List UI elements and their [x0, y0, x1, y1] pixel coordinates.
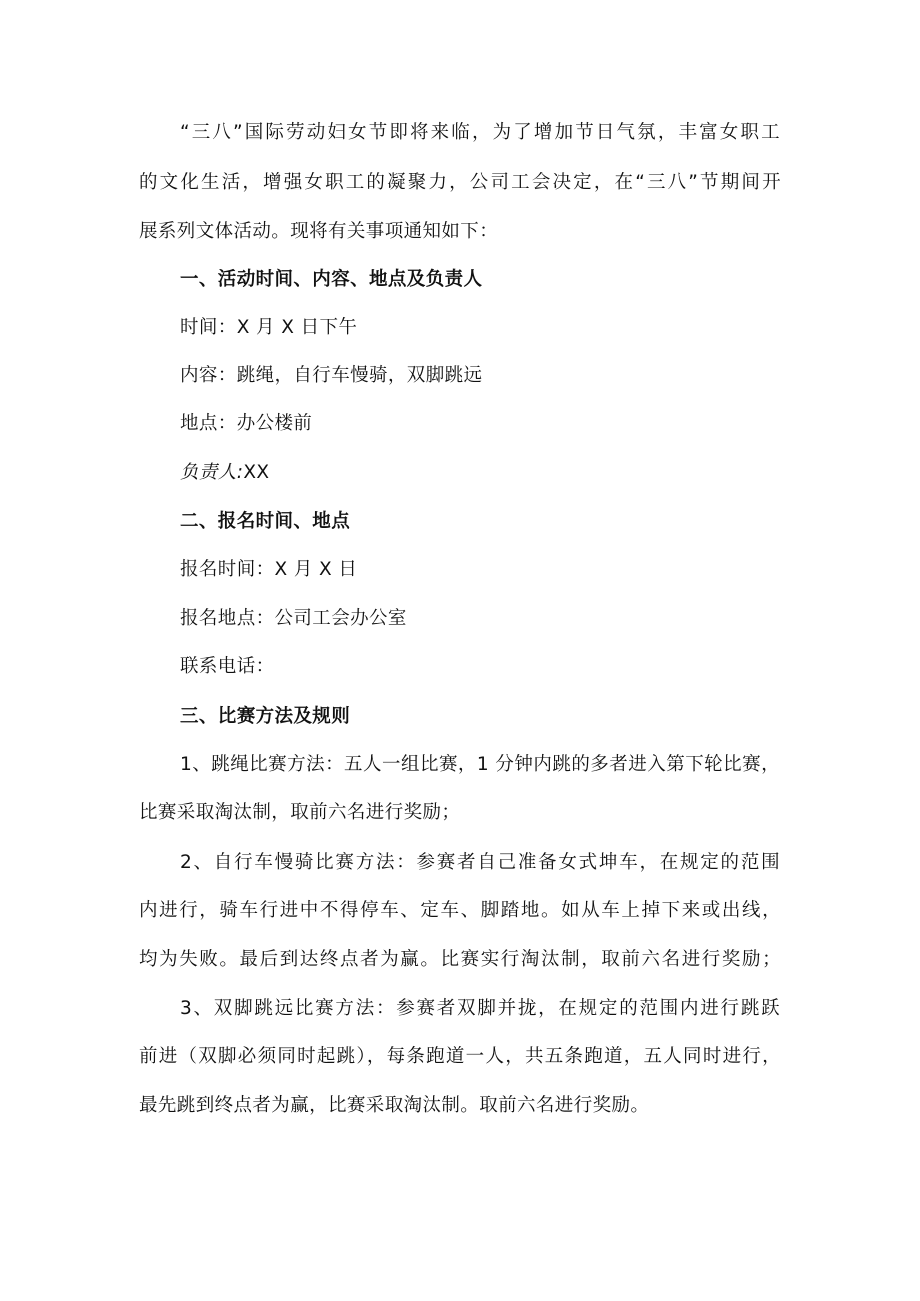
section-2-heading: 二、报名时间、地点 [180, 511, 351, 532]
intro-line-3: 展系列文体活动。现将有关事项通知如下： [139, 221, 499, 242]
rule-3-line-2: 前进（双脚必须同时起跳），每条跑道一人，共五条跑道，五人同时进行， [139, 1046, 781, 1067]
owner-label: 负责人: [180, 462, 244, 483]
section-1-heading: 一、活动时间、内容、地点及负责人 [180, 269, 483, 290]
activity-time: 时间：X 月 X 日下午 [180, 317, 358, 338]
signup-time: 报名时间：X 月 X 日 [180, 559, 358, 580]
intro-line-2: 的文化生活，增强女职工的凝聚力，公司工会决定，在“三八”节期间开 [139, 172, 781, 193]
intro-line-1: “三八”国际劳动妇女节即将来临，为了增加节日气氛，丰富女职工 [180, 122, 780, 143]
rule-1-line-1: 1、跳绳比赛方法：五人一组比赛，1 分钟内跳的多者进入第下轮比赛， [180, 754, 780, 775]
signup-place: 报名地点：公司工会办公室 [180, 608, 407, 629]
rule-2-line-1: 2、自行车慢骑比赛方法：参赛者自己准备女式坤车，在规定的范围 [180, 852, 780, 873]
activity-content: 内容：跳绳，自行车慢骑，双脚跳远 [180, 365, 483, 386]
activity-place: 地点：办公楼前 [180, 413, 313, 434]
rule-3-line-3: 最先跳到终点者为赢，比赛采取淘汰制。取前六名进行奖励。 [139, 1095, 650, 1116]
rule-2-line-2: 内进行，骑车行进中不得停车、定车、脚踏地。如从车上掉下来或出线， [139, 900, 781, 921]
activity-owner [180, 461, 270, 485]
rule-3-line-1: 3、双脚跳远比赛方法：参赛者双脚并拢，在规定的范围内进行跳跃 [180, 998, 780, 1019]
section-3-heading: 三、比赛方法及规则 [180, 706, 351, 727]
rule-1-line-2: 比赛采取淘汰制，取前六名进行奖励； [139, 802, 461, 823]
contact-phone: 联系电话： [180, 656, 275, 677]
rule-2-line-3: 均为失败。最后到达终点者为赢。比赛实行淘汰制，取前六名进行奖励； [139, 949, 781, 970]
owner-value: XX [243, 462, 270, 483]
